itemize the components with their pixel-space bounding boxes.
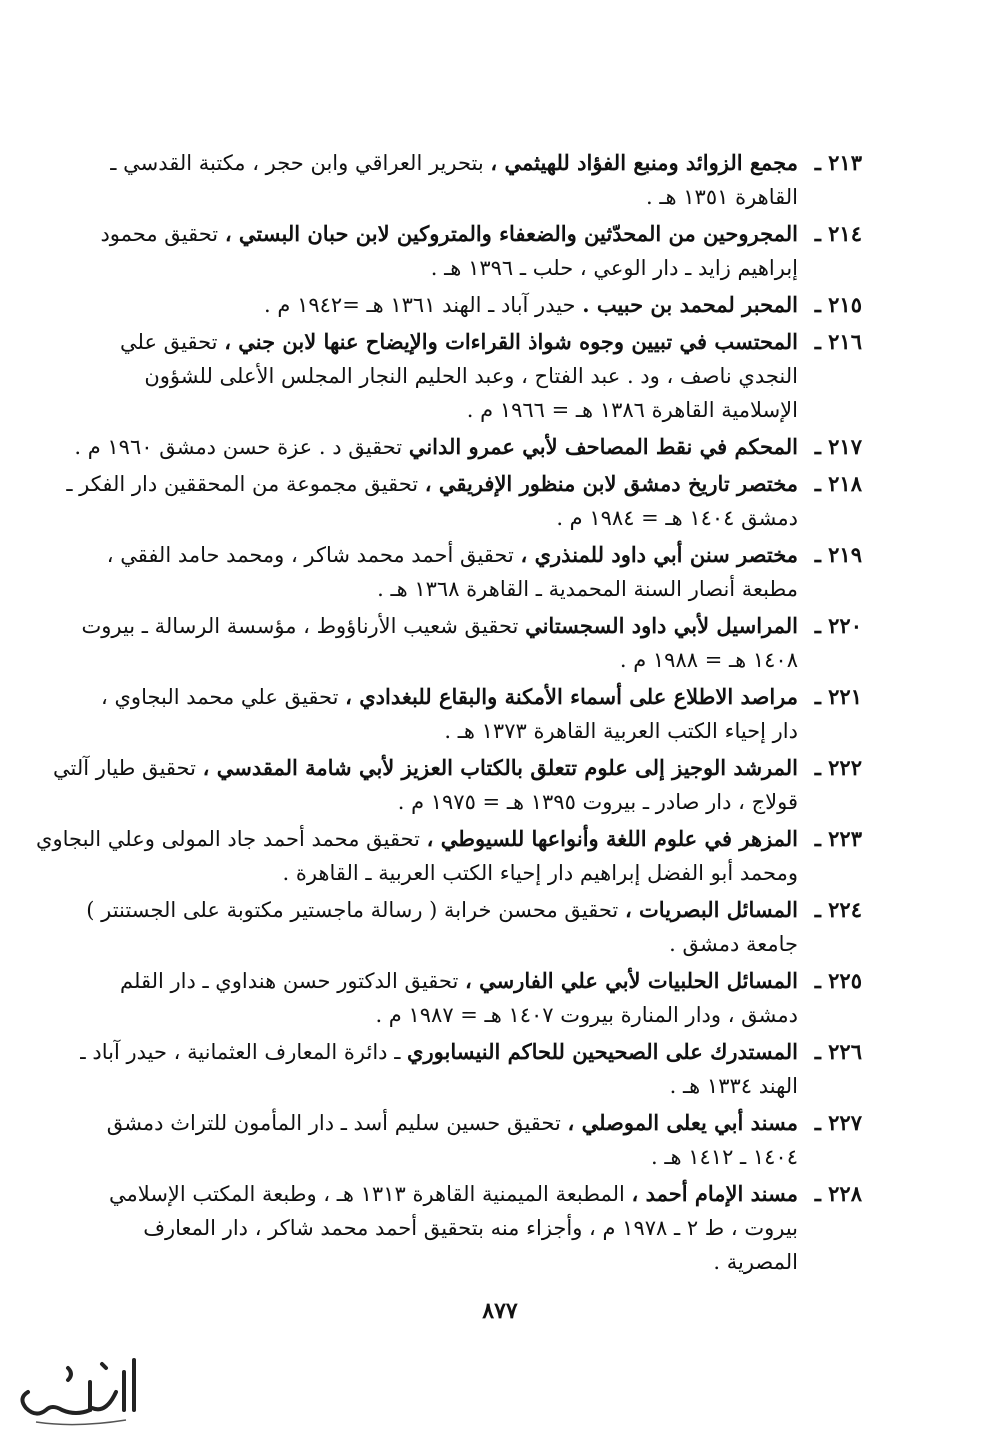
entry-text <box>120 964 798 1032</box>
entry-line <box>81 609 798 643</box>
entry-number: ٢٢٣ ـ <box>814 826 862 851</box>
bibliography-entry <box>109 1177 862 1279</box>
entry-text <box>66 467 798 535</box>
bibliography-entry <box>79 1035 862 1103</box>
entry-number: ٢١٥ ـ <box>814 292 862 317</box>
entry-number: ٢١٩ ـ <box>814 542 862 567</box>
entry-details: تحقيق مجموعة من المحققين دار الفكر ـ <box>66 472 425 496</box>
entry-line <box>74 430 798 464</box>
entry-line <box>80 1035 798 1069</box>
entry-title: المحكم في نقط المصاحف لأبي عمرو الداني <box>408 434 798 459</box>
entry-title: مسند الإمام أحمد ، <box>631 1181 798 1206</box>
entry-line <box>53 785 798 819</box>
entry-line <box>66 467 798 501</box>
entry-number: ٢٢١ ـ <box>814 684 862 709</box>
entry-title: المجروحين من المحدّثين والضعفاء والمتروكين لابن حبان البستي ، <box>224 221 798 246</box>
entry-details: تحقيق الدكتور حسن هنداوي ـ دار القلم <box>120 969 466 993</box>
bibliography-entry <box>74 430 862 464</box>
bibliography-entry <box>81 609 862 677</box>
entry-line <box>53 751 798 785</box>
entry-details: الإسلامية القاهرة ١٣٨٦ هـ = ١٩٦٦ م . <box>466 398 798 422</box>
entry-number: ٢١٦ ـ <box>814 329 862 354</box>
entry-number: ٢٢٢ ـ <box>814 755 862 780</box>
entry-line <box>107 1106 798 1140</box>
entry-details: تحقيق د . عزة حسن دمشق ١٩٦٠ م . <box>74 435 409 459</box>
entry-details: ـ دائرة المعارف العثمانية ، حيدر آباد ـ <box>79 1040 408 1064</box>
entry-details: تحقيق علي <box>119 330 225 354</box>
entry-title: المسائل البصريات ، <box>624 897 798 922</box>
entry-text <box>100 217 798 285</box>
bibliography-entry <box>119 325 862 427</box>
entry-details: تحقيق علي محمد البجاوي ، <box>101 685 346 709</box>
bibliography-entry <box>120 964 862 1032</box>
entry-line <box>109 1245 798 1279</box>
entry-line <box>110 180 798 214</box>
entry-line <box>120 393 798 427</box>
entry-details: بتحرير العراقي وابن حجر ، مكتبة القدسي ـ <box>110 151 491 175</box>
entry-details: تحقيق محمود <box>100 222 225 246</box>
entry-line <box>66 501 798 535</box>
entry-line <box>109 1177 798 1211</box>
entry-details: تحقيق محسن خرابة ( رسالة ماجستير مكتوبة على الجستنتر ) <box>86 898 625 922</box>
entry-number: ٢٢٧ ـ <box>814 1110 862 1135</box>
entry-title: مجمع الزوائد ومنبع الفؤاد للهيثمي ، <box>490 150 798 175</box>
bibliography-entry <box>110 146 862 214</box>
entry-details: حيدر آباد ـ الهند ١٣٦١ هـ =١٩٤٢ م . <box>264 293 583 317</box>
entry-details: إبراهيم زايد ـ دار الوعي ، حلب ـ ١٣٩٦ هـ . <box>430 256 798 280</box>
entry-line <box>160 288 798 322</box>
entry-details: النجدي ناصف ، ود . عبد الفتاح ، وعبد الحليم النجار المجلس الأعلى للشؤون <box>144 364 798 388</box>
entry-line <box>120 964 798 998</box>
entry-text <box>107 1106 798 1174</box>
entry-title: المحبر لمحمد بن حبيب . <box>582 292 798 317</box>
entry-title: المحتسب في تبيين وجوه شواذ القراءات والإيضاح عنها لابن جني ، <box>224 329 798 354</box>
entry-number: ٢٢٠ ـ <box>814 613 862 638</box>
entry-number: ٢١٣ ـ <box>814 150 862 175</box>
entry-line <box>107 572 798 606</box>
entry-line <box>109 1211 798 1245</box>
entry-text <box>101 680 798 748</box>
entry-line <box>120 325 798 359</box>
entry-text <box>36 822 798 890</box>
entry-line <box>86 893 798 927</box>
entry-details: جامعة دمشق . <box>669 932 798 956</box>
entry-text <box>53 751 798 819</box>
entry-details: ١٤٠٤ ـ ١٤١٢ هـ . <box>650 1145 798 1169</box>
entry-line <box>100 251 798 285</box>
entry-line <box>36 822 798 856</box>
entry-text <box>107 538 798 606</box>
entry-details: القاهرة ١٣٥١ هـ . <box>646 185 798 209</box>
entry-text <box>74 430 798 464</box>
entry-line <box>120 998 798 1032</box>
entry-details: الهند ١٣٣٤ هـ . <box>669 1074 798 1098</box>
bibliography-entry <box>100 217 862 285</box>
bibliography-entry <box>160 288 862 322</box>
entry-title: المزهر في علوم اللغة وأنواعها للسيوطي ، <box>426 826 798 851</box>
entry-number: ٢٢٥ ـ <box>814 968 862 993</box>
entry-details: دمشق ١٤٠٤ هـ = ١٩٨٤ م . <box>556 506 798 530</box>
bibliography-entry <box>36 822 862 890</box>
entry-details: تحقيق حسين سليم أسد ـ دار المأمون للتراث دمشق <box>106 1111 568 1135</box>
entry-line <box>100 217 798 251</box>
bibliography-entry <box>106 538 862 606</box>
entry-text <box>120 325 798 427</box>
entry-number: ٢٢٨ ـ <box>814 1181 862 1206</box>
entry-line <box>80 1069 798 1103</box>
bibliography-entry <box>53 751 862 819</box>
watermark-logo <box>6 1352 146 1432</box>
entry-details: تحقيق محمد أحمد جاد المولى وعلي البجاوي <box>36 827 427 851</box>
entry-text <box>109 1177 798 1279</box>
calligraphy-watermark-icon <box>6 1352 146 1432</box>
entry-line <box>81 643 798 677</box>
entry-title: مراصد الاطلاع على أسماء الأمكنة والبقاع للبغدادي ، <box>345 684 798 709</box>
entry-line <box>107 538 798 572</box>
entry-number: ٢١٧ ـ <box>814 434 862 459</box>
entry-line <box>120 359 798 393</box>
entry-text <box>86 893 798 961</box>
entry-details: ومحمد أبو الفضل إبراهيم دار إحياء الكتب العربية ـ القاهرة . <box>282 861 798 885</box>
entry-number: ٢٢٦ ـ <box>814 1039 862 1064</box>
entry-details: المصرية . <box>713 1250 798 1274</box>
entry-line <box>107 1140 798 1174</box>
entry-details: تحقيق شعيب الأرناؤوط ، مؤسسة الرسالة ـ بيروت <box>81 614 526 638</box>
entry-text <box>81 609 798 677</box>
entry-line <box>101 714 798 748</box>
entry-details: مطبعة أنصار السنة المحمدية ـ القاهرة ١٣٦٨ هـ . <box>377 577 798 601</box>
entry-details: المطبعة الميمنية القاهرة ١٣١٣ هـ ، وطبعة المكتب الإسلامي <box>109 1182 632 1206</box>
bibliography-entry <box>86 893 862 961</box>
entry-details: بيروت ، ط ٢ ـ ١٩٧٨ م ، وأجزاء منه بتحقيق أحمد محمد شاكر ، دار المعارف <box>143 1216 798 1240</box>
bibliography-entry <box>66 467 862 535</box>
entry-title: المستدرك على الصحيحين للحاكم النيسابوري <box>407 1039 798 1064</box>
entry-title: المسائل الحلبيات لأبي علي الفارسي ، <box>465 968 798 993</box>
entry-number: ٢٢٤ ـ <box>814 897 862 922</box>
entry-details: تحقيق أحمد محمد شاكر ، ومحمد حامد الفقي ، <box>106 543 521 567</box>
entry-number: ٢١٨ ـ <box>814 471 862 496</box>
entry-line <box>36 856 798 890</box>
entry-number: ٢١٤ ـ <box>814 221 862 246</box>
entry-details: قولاج ، دار صادر ـ بيروت ١٣٩٥ هـ = ١٩٧٥ م . <box>397 790 798 814</box>
entry-text <box>110 146 798 214</box>
entry-title: مختصر سنن أبي داود للمنذري ، <box>520 542 798 567</box>
entry-details: دار إحياء الكتب العربية القاهرة ١٣٧٣ هـ . <box>444 719 798 743</box>
entry-line <box>101 680 798 714</box>
bibliography-entry <box>101 680 862 748</box>
entry-details: ١٤٠٨ هـ = ١٩٨٨ م . <box>619 648 798 672</box>
bibliography-list <box>36 146 862 1282</box>
entry-title: المراسيل لأبي داود السجستاني <box>525 613 798 638</box>
entry-title: مسند أبي يعلى الموصلي ، <box>567 1110 798 1135</box>
entry-line <box>110 146 798 180</box>
page-number: ٨٧٧ <box>482 1298 518 1324</box>
entry-line <box>86 927 798 961</box>
entry-title: المرشد الوجيز إلى علوم تتعلق بالكتاب العزيز لأبي شامة المقدسي ، <box>202 755 798 780</box>
entry-text <box>80 1035 798 1103</box>
bibliography-entry <box>106 1106 862 1174</box>
entry-details: دمشق ، ودار المنارة بيروت ١٤٠٧ هـ = ١٩٨٧ م . <box>375 1003 798 1027</box>
entry-details: تحقيق طيار آلتي <box>53 756 203 780</box>
entry-title: مختصر تاريخ دمشق لابن منظور الإفريقي ، <box>424 471 798 496</box>
entry-text <box>160 288 798 322</box>
